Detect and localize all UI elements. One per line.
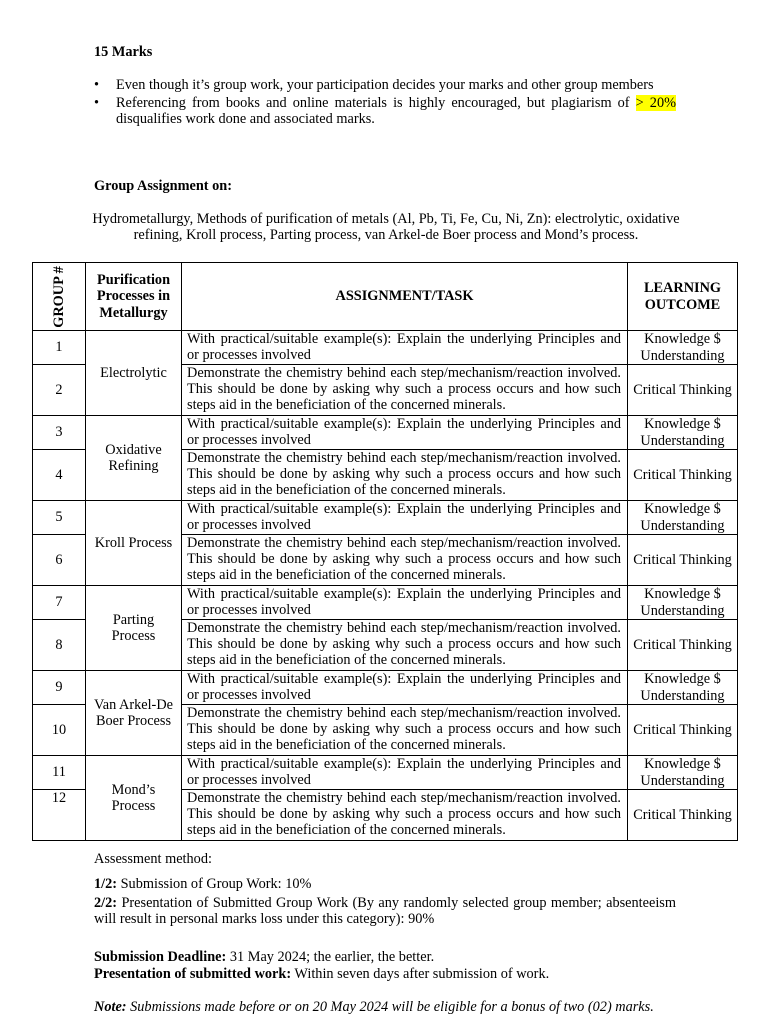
presentation-label: Presentation of submitted work:: [94, 966, 292, 982]
assignment-topic: Hydrometallurgy, Methods of purification of metals (Al, Pb, Ti, Fe, Cu, Ni, Zn): electrolytic, oxidative refining, Kroll process, Parting process, van Arkel-de Boer process and Mond’s process.: [92, 211, 680, 243]
header-group: GROUP #: [33, 263, 86, 331]
table-row: [33, 501, 738, 535]
task-explain: With practical/suitable example(s): Explain the underlying Principles and or processes involved: [182, 331, 628, 365]
plagiarism-consequence: disqualifies work done and associated marks.: [116, 111, 375, 127]
process-name: Electrolytic: [86, 331, 182, 416]
outcome-critical: Critical Thinking: [628, 620, 738, 671]
group-number: 5: [33, 501, 86, 535]
outcome-critical: Critical Thinking: [628, 790, 738, 841]
assessment-item-1-label: 1/2:: [94, 876, 118, 892]
process-name: Kroll Process: [86, 501, 182, 586]
group-number: 2: [33, 365, 86, 416]
task-explain: With practical/suitable example(s): Explain the underlying Principles and or processes involved: [182, 501, 628, 535]
task-explain: With practical/suitable example(s): Explain the underlying Principles and or processes involved: [182, 756, 628, 790]
outcome-knowledge: Knowledge $ Understanding: [628, 586, 738, 620]
task-demonstrate: Demonstrate the chemistry behind each step/mechanism/reaction involved. This should be done by asking why such a process occurs and how such steps aid in the beneficiation of the concerned minerals.: [182, 790, 628, 841]
outcome-knowledge: Knowledge $ Understanding: [628, 671, 738, 705]
header-task: ASSIGNMENT/TASK: [182, 263, 628, 331]
note-label: Note:: [94, 999, 127, 1015]
task-demonstrate: Demonstrate the chemistry behind each step/mechanism/reaction involved. This should be done by asking why such a process occurs and how such steps aid in the beneficiation of the concerned minerals.: [182, 705, 628, 756]
table-row: [33, 671, 738, 705]
bonus-note: [94, 999, 654, 1015]
process-name: Parting Process: [86, 586, 182, 671]
process-name: Oxidative Refining: [86, 416, 182, 501]
instructions-list: [94, 77, 676, 129]
outcome-knowledge: Knowledge $ Understanding: [628, 756, 738, 790]
task-explain: With practical/suitable example(s): Explain the underlying Principles and or processes involved: [182, 416, 628, 450]
outcome-knowledge: Knowledge $ Understanding: [628, 331, 738, 365]
submission-deadline: [94, 949, 434, 965]
group-number: 4: [33, 450, 86, 501]
deadline-label: Submission Deadline:: [94, 949, 227, 965]
header-outcome: LEARNING OUTCOME: [628, 263, 738, 331]
task-demonstrate: Demonstrate the chemistry behind each step/mechanism/reaction involved. This should be done by asking why such a process occurs and how such steps aid in the beneficiation of the concerned minerals.: [182, 365, 628, 416]
outcome-critical: Critical Thinking: [628, 705, 738, 756]
task-explain: With practical/suitable example(s): Explain the underlying Principles and or processes involved: [182, 586, 628, 620]
task-explain: With practical/suitable example(s): Explain the underlying Principles and or processes involved: [182, 671, 628, 705]
note-text: Submissions made before or on 20 May 2024 will be eligible for a bonus of two (02) marks.: [126, 999, 654, 1015]
table-row: [33, 586, 738, 620]
group-number: 3: [33, 416, 86, 450]
table-row: [33, 756, 738, 790]
group-number: 9: [33, 671, 86, 705]
assessment-item-2-label: 2/2:: [94, 895, 118, 911]
assignment-table: [32, 262, 738, 841]
table-header-row: [33, 263, 738, 331]
table-row: [33, 416, 738, 450]
header-process: Purification Processes in Metallurgy: [86, 263, 182, 331]
assignment-heading: Group Assignment on:: [94, 178, 232, 194]
outcome-critical: Critical Thinking: [628, 365, 738, 416]
assessment-item-1-text: Submission of Group Work: 10%: [117, 876, 312, 892]
task-demonstrate: Demonstrate the chemistry behind each step/mechanism/reaction involved. This should be done by asking why such a process occurs and how such steps aid in the beneficiation of the concerned minerals.: [182, 620, 628, 671]
process-name: Van Arkel-De Boer Process: [86, 671, 182, 756]
outcome-knowledge: Knowledge $ Understanding: [628, 501, 738, 535]
outcome-knowledge: Knowledge $ Understanding: [628, 416, 738, 450]
plagiarism-threshold-highlight: > 20%: [635, 95, 677, 111]
group-number: 7: [33, 586, 86, 620]
group-number: 8: [33, 620, 86, 671]
instruction-participation: • Even though it’s group work, your participation decides your marks and other group members: [94, 77, 676, 93]
assessment-item-1: [94, 876, 311, 892]
table-row: [33, 331, 738, 365]
plagiarism-text: Referencing from books and online materials is highly encouraged, but plagiarism of: [116, 95, 630, 111]
process-name: Mond’s Process: [86, 756, 182, 841]
outcome-critical: Critical Thinking: [628, 535, 738, 586]
group-number: 12: [33, 790, 86, 841]
task-demonstrate: Demonstrate the chemistry behind each step/mechanism/reaction involved. This should be done by asking why such a process occurs and how such steps aid in the beneficiation of the concerned minerals.: [182, 450, 628, 501]
assessment-title: Assessment method:: [94, 851, 212, 867]
presentation-info: [94, 966, 549, 982]
assessment-item-2: [94, 895, 676, 927]
group-number: 10: [33, 705, 86, 756]
marks-heading: 15 Marks: [94, 44, 153, 60]
deadline-text: 31 May 2024; the earlier, the better.: [226, 949, 435, 965]
assessment-item-2-text: Presentation of Submitted Group Work (By any randomly selected group member; absenteeism will result in personal marks loss under this category): 90%: [94, 895, 676, 927]
group-number: 6: [33, 535, 86, 586]
group-number: 1: [33, 331, 86, 365]
task-demonstrate: Demonstrate the chemistry behind each step/mechanism/reaction involved. This should be done by asking why such a process occurs and how such steps aid in the beneficiation of the concerned minerals.: [182, 535, 628, 586]
instruction-plagiarism: [94, 95, 676, 127]
group-number: 11: [33, 756, 86, 790]
outcome-critical: Critical Thinking: [628, 450, 738, 501]
presentation-text: Within seven days after submission of work.: [291, 966, 550, 982]
